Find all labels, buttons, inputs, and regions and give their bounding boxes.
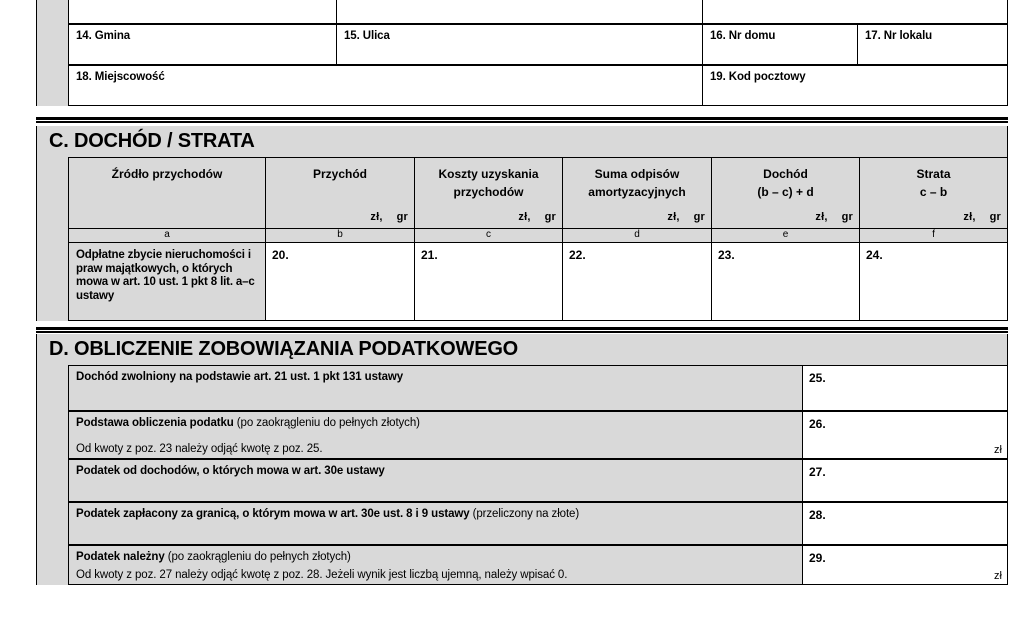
section-d-table (36, 365, 1008, 585)
col-header-revenue (265, 157, 414, 229)
field-26-unit: zł (994, 444, 1002, 456)
col-header-revenue-units (370, 211, 408, 223)
row-label-sub: Od kwoty z poz. 23 należy odjąć kwotę z poz. 25. (76, 443, 323, 455)
row-label-sub: Od kwoty z poz. 27 należy odjąć kwotę z poz. 28. Jeżeli wynik jest liczbą ujemną, należy wpisać 0. (76, 569, 568, 581)
row-label-podatek-od-dochodow (68, 459, 802, 502)
left-margin-strip (36, 0, 68, 24)
field-29-unit: zł (994, 570, 1002, 582)
unit-zloty: zł, (667, 211, 680, 223)
left-margin-strip (36, 24, 68, 65)
field-12-cell[interactable] (68, 0, 336, 24)
field-25-number: 25. (809, 371, 826, 385)
col-header-loss (859, 157, 1008, 229)
row-label-main: Podstawa obliczenia podatku (76, 417, 234, 429)
row-label-main: Dochód zwolniony na podstawie art. 21 ust. 1 pkt 131 ustawy (76, 371, 404, 383)
unit-grosz: gr (693, 211, 705, 223)
col-letter-c: c (414, 229, 562, 243)
unit-grosz: gr (841, 211, 853, 223)
field-28-number: 28. (809, 508, 826, 522)
field-23-dochod[interactable]: 23. (711, 243, 859, 321)
section-d-row-29 (36, 545, 1008, 585)
section-d-row-27 (36, 459, 1008, 502)
section-d-row-25 (36, 365, 1008, 411)
section-c-header-row (36, 157, 1008, 229)
unit-zloty: zł, (963, 211, 976, 223)
section-c-title: C. DOCHÓD / STRATA (36, 126, 1008, 157)
field-29-number: 29. (809, 551, 826, 565)
col-header-income-formula: (b – c) + d (757, 185, 814, 199)
col-header-source-line1: Źródło przychodów (111, 167, 223, 181)
row-label-podatek-nalezny (68, 545, 802, 585)
field-13-cell[interactable] (336, 0, 702, 24)
field-24-strata[interactable]: 24. (859, 243, 1008, 321)
section-c-table (36, 157, 1008, 321)
left-margin-strip (36, 243, 68, 321)
section-d-row-28 (36, 502, 1008, 545)
field-27-number: 27. (809, 465, 826, 479)
row-label-paren: (po zaokrągleniu do pełnych złotych) (164, 551, 351, 563)
col-header-source (68, 157, 265, 229)
row-description-odplatne-zbycie: Odpłatne zbycie nieruchomości i praw majątkowych, o których mowa w art. 10 ust. 1 pkt 8 lit. a–c ustawy (68, 243, 265, 321)
col-letter-e: e (711, 229, 859, 243)
unit-zloty: zł, (518, 211, 531, 223)
col-header-depreciation-line2: amortyzacyjnych (588, 185, 686, 199)
field-25-value[interactable] (802, 365, 1008, 411)
address-block (36, 0, 1008, 106)
address-row-18-19 (36, 65, 1008, 106)
field-28-value[interactable] (802, 502, 1008, 545)
field-miejscowosc[interactable]: 18. Miejscowość (68, 65, 702, 106)
left-margin-strip (36, 65, 68, 106)
col-header-costs (414, 157, 562, 229)
left-margin-strip (36, 459, 68, 502)
section-d-separator (36, 327, 1008, 333)
section-c-letter-row (36, 229, 1008, 243)
field-nr-domu[interactable]: 16. Nr domu (702, 24, 857, 65)
col-header-loss-formula: c – b (919, 185, 948, 199)
unit-grosz: gr (544, 211, 556, 223)
row-label-main: Podatek należny (76, 551, 165, 563)
row-label-podstawa-obliczenia (68, 411, 802, 459)
field-ulica[interactable]: 15. Ulica (336, 24, 702, 65)
left-margin-strip (36, 502, 68, 545)
field-nr-lokalu[interactable]: 17. Nr lokalu (857, 24, 1008, 65)
address-row-14-17 (36, 24, 1008, 65)
row-label-main: Podatek od dochodów, o których mowa w art. 30e ustawy (76, 465, 385, 477)
col-header-loss-units (963, 211, 1001, 223)
field-27-value[interactable] (802, 459, 1008, 502)
col-header-costs-line2: przychodów (453, 185, 524, 199)
unit-zloty: zł, (815, 211, 828, 223)
left-margin-strip (36, 229, 68, 243)
row-label-main: Podatek zapłacony za granicą, o którym mowa w art. 30e ust. 8 i 9 ustawy (76, 508, 470, 520)
left-margin-strip (36, 365, 68, 411)
unit-grosz: gr (396, 211, 408, 223)
section-d-title: D. OBLICZENIE ZOBOWIĄZANIA PODATKOWEGO (36, 334, 1008, 365)
col-letter-a: a (68, 229, 265, 243)
address-row-partial (36, 0, 1008, 24)
left-margin-strip (36, 545, 68, 585)
col-header-revenue-line1: Przychód (312, 167, 367, 181)
field-21-koszty[interactable]: 21. (414, 243, 562, 321)
field-26-number: 26. (809, 417, 826, 431)
col-header-income-units (815, 211, 853, 223)
col-header-costs-units (518, 211, 556, 223)
section-c-data-row (36, 243, 1008, 321)
field-26-value[interactable] (802, 411, 1008, 459)
field-20-przychod[interactable]: 20. (265, 243, 414, 321)
col-header-income-line1: Dochód (763, 167, 808, 181)
unit-grosz: gr (989, 211, 1001, 223)
col-letter-d: d (562, 229, 711, 243)
field-gmina[interactable]: 14. Gmina (68, 24, 336, 65)
col-letter-b: b (265, 229, 414, 243)
left-margin-strip (36, 411, 68, 459)
field-kod-pocztowy[interactable]: 19. Kod pocztowy (702, 65, 1008, 106)
col-header-depreciation-units (667, 211, 705, 223)
row-label-paren: (przeliczony na złote) (469, 508, 580, 520)
col-header-loss-line1: Strata (916, 167, 951, 181)
row-label-dochod-zwolniony (68, 365, 802, 411)
col-header-depreciation-line1: Suma odpisów (594, 167, 680, 181)
row-label-paren: (po zaokrągleniu do pełnych złotych) (233, 417, 420, 429)
col-header-income (711, 157, 859, 229)
field-22-odpisy[interactable]: 22. (562, 243, 711, 321)
section-c-separator (36, 117, 1008, 123)
left-margin-strip (36, 157, 68, 229)
section-d-row-26 (36, 411, 1008, 459)
field-13a-cell[interactable] (702, 0, 1008, 24)
col-header-costs-line1: Koszty uzyskania (438, 167, 539, 181)
col-letter-f: f (859, 229, 1008, 243)
unit-zloty: zł, (370, 211, 383, 223)
field-29-value[interactable] (802, 545, 1008, 585)
col-header-depreciation (562, 157, 711, 229)
row-label-podatek-zaplacony-za-granica (68, 502, 802, 545)
